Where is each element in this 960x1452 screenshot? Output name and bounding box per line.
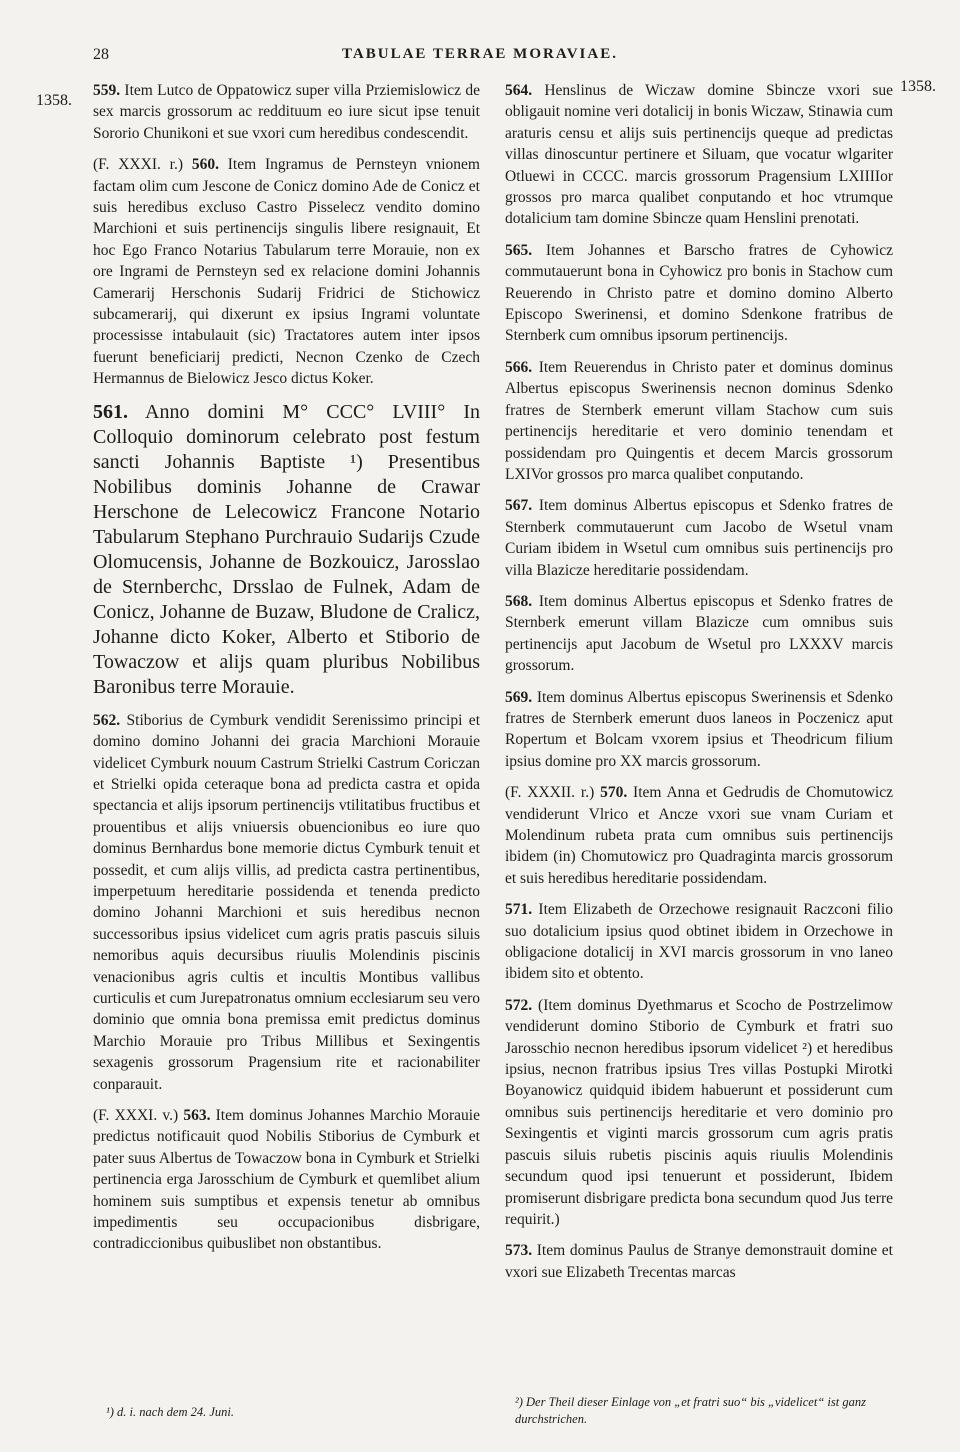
entry-text: Stiborius de Cymburk vendidit Serenissimo principi et domino domino Johanni dei gracia Marchioni Morauie videlicet Cymburk nouum Castrum Strielki Castrum Coriczan et Strielki opida ceteraque bona ad predicta castra et opida spectancia et alijs ipsorum pertinencijs vtilitatibus fructibus et prouentibus et alijs vniuersis obuencionibus eo iure quo dominus Bernhardus bone memorie dictus Cymburk tenuit et possedit, et cum alijs villis, ad predicta castra pertinentibus, imperpetuum hereditarie possidenda et tenenda predicto domino Johanni Marchioni et suis heredibus necnon successoribus ipsius videlicet cum agris pratis pascuis siluis nemoribus aquis decursibus riuulis Molendinis piscinis venacionibus agris cultis et incultis Montibus vallibus curticulis et cum Jurepatronatus omnium ecclesiarum seu vero dominio que omnia bona premissa emit predictus dominus Marchio Morauie pro Tribus Millibus et Sexingentis sexagenis grossorum Pragensium rite et racionabiliter conparauit. — [93, 711, 480, 1093]
entry-number: 569. — [505, 688, 533, 706]
entry-text: Henslinus de Wiczaw domine Sbincze vxori sue obligauit nomine veri dotalicij in bonis Wiczaw, Stinawia cum araturis censu et alijs suis pertinencijs queque ad predictas villas dinoscuntur pertinere et Siluam, que vocatur wlgariter Otluewi in CCCC. marcis grossorum Pragensium LXIIIIor grossos pro marca qualibet conputando et hoc vtrumque dotalicium tam domine Sbincze quam Henslini prenotati. — [505, 82, 893, 228]
entry-number: 572. — [505, 996, 533, 1014]
entry-text: Item dominus Albertus episcopus et Sdenko fratres de Sternberk commutauerunt cum Jacobo de Wsetul vnam Curiam ibidem in Wsetul cum omnibus suis pertinencijs pro villa Blazicze hereditarie possidendam. — [505, 497, 893, 579]
entry-565 — [505, 240, 893, 347]
entry-text: Item Anna et Gedrudis de Chomutowicz vendiderunt Vlrico et Ancze vxori sue vnam Curiam et Molendinum rubeta prata cum omnibus suis pertinencijs ibidem (in) Chomutowicz pro Quadraginta marcis grossorum et suis heredibus hereditarie possidendam. — [505, 784, 893, 887]
entry-571 — [505, 899, 893, 985]
entry-text: Item Reuerendus in Christo pater et dominus dominus Albertus episcopus Swerinensis necnon dominus Sdenko fratres de Sternberk emerunt villam Stachow cum suis pertinencijs hereditarie et vero dominio tenendam et possidendam pro Quingentis et decem Marcis grossorum LXIVor grossos pro marca qualibet conputando. — [505, 358, 893, 483]
entry-text: Item dominus Albertus episcopus Swerinensis et Sdenko fratres de Sternberk emerunt duos laneos in Poczenicz aput Ropertum et Bolcam vxorem ipsius et Theodricum filium ipsius domine pro XX marcis grossorum. — [505, 688, 893, 770]
entry-564 — [505, 80, 893, 230]
entry-number: 568. — [505, 592, 533, 610]
page-number: 28 — [93, 46, 109, 63]
entry-560 — [93, 154, 480, 389]
entry-text: Item Johannes et Barscho fratres de Cyhowicz commutauerunt bona in Cyhowicz pro bonis in Stachow cum Reuerendo in Christo patre et domino domino Alberto Episcopo Swerinensi, et domino Sdenkone fratribus de Sternberk cum omnibus ipsorum pertinencijs. — [505, 241, 893, 345]
entry-569 — [505, 687, 893, 773]
entry-text: Item dominus Albertus episcopus et Sdenko fratres de Sternberk emerunt villam Blazicze cum omnibus suis pertinencijs aput Jacobum de Wsetul pro LXXXV marcis grossorum. — [505, 592, 893, 675]
folio-marker: (F. XXXII. r.) — [505, 784, 601, 802]
running-title: TABULAE TERRAE MORAVIAE. — [342, 46, 618, 62]
entry-text: Item Lutco de Oppatowicz super villa Prziemislowicz de sex marcis grossorum ac reddituum eo iure sicut ipse tenuit Sororio Chunikoni et sue vxori cum heredibus condescendit. — [93, 82, 480, 142]
entry-text: Item Elizabeth de Orzechowe resignauit Raczconi filio suo dotalicium ipsius quod obtinet ibidem in Orzechowe in obligacione dotalicij in XVI marcis grossorum in vno laneo ibidem sito et obtento. — [505, 901, 893, 983]
entry-number: 567. — [505, 497, 533, 515]
entry-number: 571. — [505, 901, 533, 919]
footnote-2: ²) Der Theil dieser Einlage von „et fratri suo“ bis „videlicet“ ist ganz durchstrichen. — [515, 1395, 866, 1426]
entry-559 — [93, 80, 480, 144]
entry-number: 566. — [505, 358, 533, 376]
entry-573 — [505, 1240, 893, 1283]
entry-text: (Item dominus Dyethmarus et Scocho de Postrzelimow vendiderunt domino Stiborio de Cymburk et fratri suo Jarosschio necnon heredibus ipsorum videlicet ²) et heredibus ipsius, necnon fratribus ipsius Tres villas Postupki Mirotki Boyanowicz quidquid ibidem habuerunt et possiderunt cum omnibus suis pertinencijs hereditarie et vero dominio pro Sexingentis et viginti marcis grossorum cum agris pratis pascuis siluis rubetis piscinis aquis riuulis Molendinis secundum quod ipsi tenuerunt et possiderunt, Ibidem promiserunt disbrigare predicta bona secundum quod Jus terre requirit.) — [505, 996, 893, 1228]
entry-number: 563. — [183, 1107, 211, 1124]
right-column — [505, 80, 893, 1293]
folio-marker: (F. XXXI. r.) — [93, 156, 192, 174]
entry-text: Item dominus Paulus de Stranye demonstrauit domine et vxori sue Elizabeth Trecentas marcas — [505, 1242, 893, 1281]
entry-562 — [93, 710, 480, 1095]
entry-568 — [505, 591, 893, 677]
entry-number: 564. — [505, 82, 533, 99]
margin-year-right: 1358. — [900, 78, 936, 95]
entry-563 — [93, 1105, 480, 1255]
entry-number: 561. — [93, 400, 128, 423]
entry-text: Anno domini M° CCC° LVIII° In Colloquio dominorum celebrato post festum sancti Johannis Baptiste ¹) Presentibus Nobilibus dominis Johanne de Crawar Herschone de Lelecowicz Francone Notario Tabularum Stephano Purchrauio Sudarijs Czude Olomucensis, Johanne de Bozkouicz, Jarosslao de Sternberchc, Drsslao de Fulnek, Adam de Conicz, Johanne de Buzaw, Bludone de Cralicz, Johanne dicto Koker, Alberto et Stiborio de Towaczow et alijs quam pluribus Nobilibus Baronibus terre Morauie. — [93, 400, 480, 698]
entry-number: 573. — [505, 1242, 533, 1260]
entry-number: 562. — [93, 711, 121, 729]
entry-text: Item Ingramus de Pernsteyn vnionem factam olim cum Jescone de Conicz domino Ade de Conicz et suis heredibus excluso Castro Pisselecz vendito domino Marchioni et suis pertinencijs singulis libere resignauit, Et hoc Ego Franco Notarius Tabularum terre Morauie, non ex ore Ingrami de Pernsteyn sed ex relacione domini Johannis Camerarij Herschonis Sudarij Fridrici de Stichowicz subcamerarij, qui dixerunt ex ipsius Ingrami voluntate processisse intabulauit (sic) Tractatores autem inter ipsos fuerunt beneficiarij predicti, Necnon Czenko de Czech Hermannus de Bielowicz Jesco dictus Koker. — [93, 156, 480, 388]
entry-572 — [505, 995, 893, 1230]
entry-566 — [505, 357, 893, 485]
entry-567 — [505, 495, 893, 581]
footnote-1: ¹) d. i. nach dem 24. Juni. — [106, 1405, 235, 1419]
entry-570 — [505, 782, 893, 889]
entry-561 — [93, 400, 480, 700]
entry-number: 559. — [93, 82, 121, 99]
margin-year-left: 1358. — [36, 92, 72, 109]
entry-number: 560. — [191, 156, 219, 174]
entry-number: 570. — [600, 784, 628, 802]
entry-text: Item dominus Johannes Marchio Morauie predictus notificauit quod Nobilis Stiborius de Cymburk et pater suus Albertus de Towaczow bona in Cymburk et Strielki pertinencia erga Jarosschium de Cymburk et quemlibet alium hominem suis sumptibus et expensis tenetur ab omnibus impedimentis seu occupacionibus disbrigare, contradiccionibus quibuslibet non obstantibus. — [93, 1107, 480, 1253]
folio-marker: (F. XXXI. v.) — [93, 1107, 184, 1124]
left-column — [93, 80, 480, 1265]
entry-number: 565. — [505, 241, 533, 259]
